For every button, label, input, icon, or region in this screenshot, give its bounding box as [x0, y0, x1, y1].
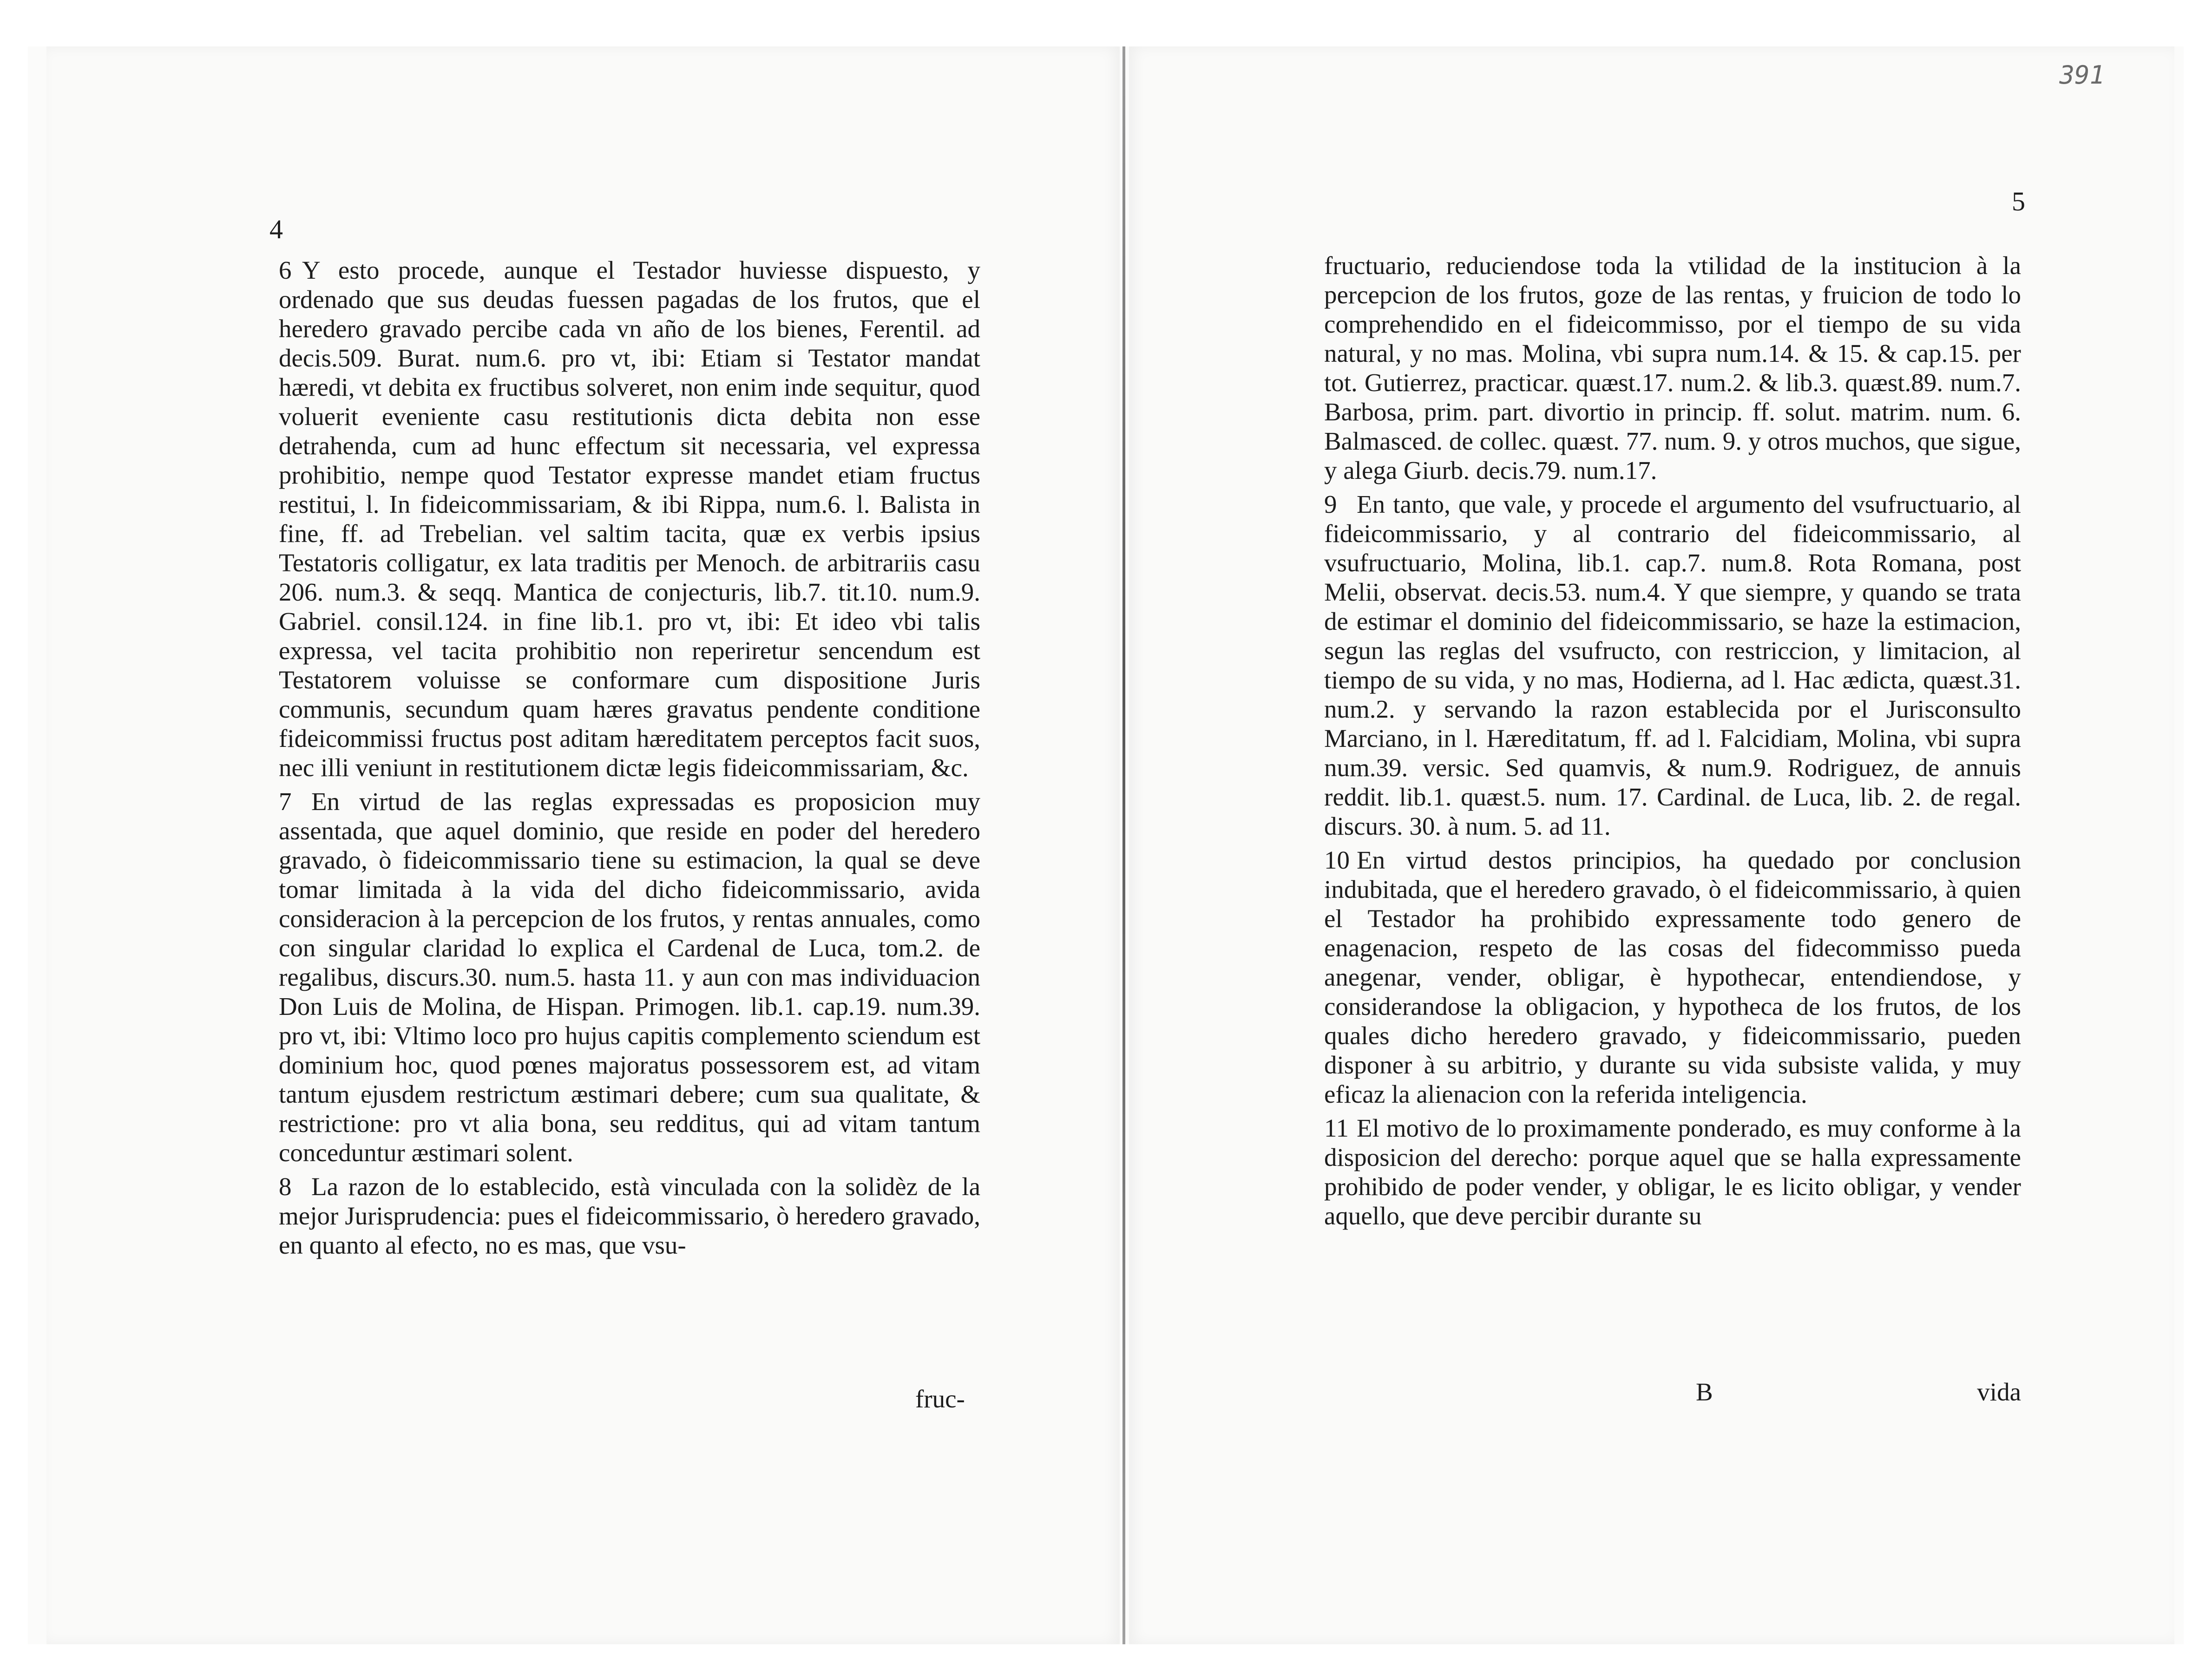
catchword-left: fruc- — [915, 1385, 965, 1413]
paragraph-number: 10 — [1324, 846, 1350, 874]
book-gutter — [1122, 46, 1125, 1644]
paragraph-number: 8 — [279, 1172, 292, 1201]
paragraph-text: En virtud de las reglas expressadas es proposicion muy assentada, que aquel dominio, que reside en poder del heredero gravado, ò fideicommissario tiene su estimacion, la qual se deve tomar limitada à la vida del dicho fideicommissario, avida consideracion à la percepcion de los frutos, y rentas annuales, como con singular claridad lo explica el Cardenal de Luca, tom.2. de regalibus, discurs.30. num.5. hasta 11. y aun con mas individuacion Don Luis de Molina, de Hispan. Primogen. lib.1. cap.19. num.39. pro vt, ibi: Vltimo loco pro hujus capitis complemento sciendum est dominium hoc, quod pœnes majoratus possessorem est, ad vitam tantum ejusdem restrictum æstimari debere; cum sua qualitate, & restrictione: pro vt alia bona, seu redditus, qui ad vitam tantum conceduntur æstimari solent. — [279, 787, 980, 1167]
paragraph-text: En virtud destos principios, ha quedado por conclusion indubitada, que el heredero gravado, ò el fideicommissario, à quien el Testador ha prohibido expressamente todo genero de enagenacion, respeto de las cosas del fidecommisso pueda anegenar, vender, obligar, è hypothecar, entendiendose, y considerandose la obligacion, y hypotheca de los frutos, de los quales dicho heredero gravado, y fideicommissario, pueden disponer à su arbitrio, y durante su vida subsiste valida, y muy eficaz la alienacion con la referida inteligencia. — [1324, 846, 2021, 1108]
paragraph — [1324, 490, 2021, 841]
paragraph — [279, 255, 980, 782]
paragraph — [1324, 251, 2021, 485]
paragraph-text: fructuario, reduciendose toda la vtilidad de la institucion à la percepcion de los frutos, goze de las rentas, y fruicion de todo lo comprehendido en el fideicommisso, por el tiempo de su vida natural, y no mas. Molina, vbi supra num.14. & 15. & cap.15. per tot. Gutierrez, practicar. quæst.17. num.2. & lib.3. quæst.89. num.7. Barbosa, prim. part. divortio in princip. ff. solut. matrim. num. 6. Balmasced. de collec. quæst. 77. num. 9. y otros muchos, que sigue, y alega Giurb. decis.79. num.17. — [1324, 251, 2021, 484]
paragraph — [1324, 845, 2021, 1109]
paragraph-text: En tanto, que vale, y procede el argumento del vsufructuario, al fideicommissario, y al contrario del fideicommissario, al vsufructuario, Molina, lib.1. cap.7. num.8. Rota Romana, post Melii, observat. decis.53. num.4. Y que siempre, y quando se trata de estimar el dominio del fideicommissario, se haze la estimacion, segun las reglas del vsufructo, con restriccion, y limitacion, al tiempo de su vida, y no mas, Hodierna, ad l. Hac ædicta, quæst.31. num.2. y servando la razon establecida por el Jurisconsulto Marciano, in l. Hæreditatum, ff. ad l. Falcidiam, Molina, vbi supra num.39. versic. Sed quamvis, & num.9. Rodriguez, de annuis reddit. lib.1. quæst.5. num. 17. Cardinal. de Luca, lib. 2. de regal. discurs. 30. à num. 5. ad 11. — [1324, 490, 2021, 840]
paragraph-number: 9 — [1324, 490, 1337, 518]
paragraph — [279, 787, 980, 1167]
paragraph-number: 11 — [1324, 1114, 1349, 1142]
catchword-right: vida — [1977, 1378, 2021, 1406]
paragraph — [279, 1172, 980, 1260]
page-footer — [1324, 1377, 2021, 1410]
paragraph-text: Y esto procede, aunque el Testador huviesse dispuesto, y ordenado que sus deudas fuessen pagadas de los frutos, que el heredero gravado percibe cada vn año de los bienes, Ferentil. ad decis.509. Burat. num.6. pro vt, ibi: Etiam si Testator mandat hæredi, vt debita ex fructibus solveret, non enim inde sequitur, quod voluerit eveniente casu restitutionis dicta debita non esse detrahenda, cum ad hunc effectum sit necessaria, vel expressa prohibitio, nempe quod Testator expresse mandet etiam fructus restitui, l. In fideicommissariam, & ibi Rippa, num.6. l. Balista in fine, ff. ad Trebelian. vel saltim tacita, quæ ex verbis ipsius Testatoris colligatur, ex lata traditis per Menoch. de arbitrariis casu 206. num.3. & seqq. Mantica de conjecturis, lib.7. tit.10. num.9. Gabriel. consil.124. in fine lib.1. pro vt, ibi: Et ideo vbi talis expressa, vel tacita prohibitio non reperiretur sencendum est Testatorem voluisse se conformare cum dispositione Juris communis, secundum quam hæres gravatus pendente conditione fideicommissi fructus post aditam hæreditatem perceptos facit suos, nec illi veniunt in restitutionem dictæ legis fideicommissariam, &c. — [279, 256, 980, 782]
right-page-text — [1324, 251, 2021, 1235]
book-spread — [28, 46, 2184, 1644]
page-number-left: 4 — [269, 214, 283, 244]
paragraph-number: 7 — [279, 787, 292, 816]
paragraph-text: La razon de lo establecido, està vinculada con la solidèz de la mejor Jurisprudencia: pues el fideicommissario, ò heredero gravado, en quanto al efecto, no es mas, que vsu- — [279, 1172, 980, 1259]
page-number-right: 5 — [2012, 186, 2025, 216]
margin-note: 391 — [2059, 60, 2105, 90]
signature-mark: B — [1696, 1378, 1713, 1406]
paragraph-text: El motivo de lo proximamente ponderado, es muy conforme à la disposicion del derecho: porque aquel que se halla expressamente prohibido de poder vender, y obligar, le es licito obligar, y vender aquello, que deve percibir durante su — [1324, 1114, 2021, 1230]
paragraph-number: 6 — [279, 256, 292, 284]
paragraph — [1324, 1113, 2021, 1230]
left-page — [46, 46, 1120, 1644]
left-page-text — [279, 255, 980, 1264]
right-page — [1129, 46, 2174, 1644]
